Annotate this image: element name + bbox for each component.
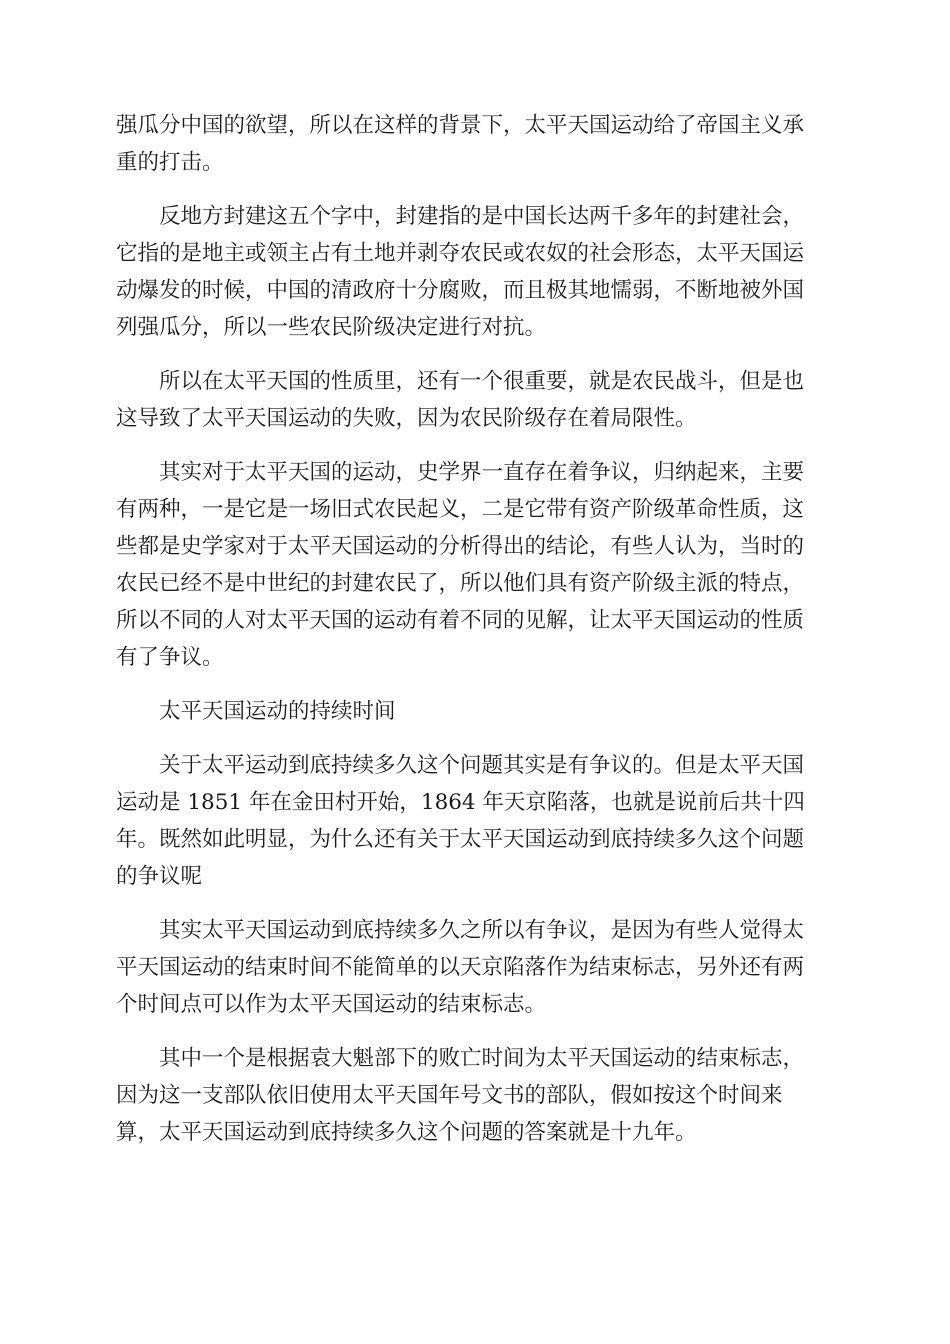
paragraph-7 (116, 1040, 834, 1151)
paragraph-6 (116, 912, 834, 1023)
paragraph-5 (116, 747, 834, 895)
line: 因为这一支部队依旧使用太平天国年号文书的部队，假如按这个时间来 (116, 1083, 783, 1108)
paragraph-3 (116, 363, 834, 437)
line: 这导致了太平天国运动的失败，因为农民阶级存在着局限性。 (116, 406, 697, 431)
line: 列强瓜分，所以一些农民阶级决定进行对抗。 (116, 315, 547, 340)
line: 关于太平运动到底持续多久这个问题其实是有争议的。但是太平天国 (159, 753, 805, 778)
line: 的争议呢 (116, 864, 203, 889)
line: 个时间点可以作为太平天国运动的结束标志。 (116, 992, 547, 1017)
line: 所以在太平天国的性质里，还有一个很重要，就是农民战斗，但是也 (159, 369, 805, 394)
line: 有了争议。 (116, 645, 224, 670)
section-heading (116, 693, 834, 730)
paragraph-1 (116, 107, 834, 181)
line: 所以不同的人对太平天国的运动有着不同的见解，让太平天国运动的性质 (116, 608, 805, 633)
line: 其实太平天国运动到底持续多久之所以有争议，是因为有些人觉得太 (159, 918, 805, 943)
document-page (116, 107, 834, 1168)
line: 强瓜分中国的欲望，所以在这样的背景下，太平天国运动给了帝国主义承 (116, 113, 805, 138)
heading-text: 太平天国运动的持续时间 (159, 699, 396, 724)
line: 重的打击。 (116, 150, 224, 175)
line: 其中一个是根据袁大魁部下的败亡时间为太平天国运动的结束标志， (159, 1046, 805, 1071)
line: 年。既然如此明显，为什么还有关于太平天国运动到底持续多久这个问题 (116, 827, 805, 852)
line: 其实对于太平天国的运动，史学界一直存在着争议，归纳起来，主要 (159, 460, 805, 485)
line: 反地方封建这五个字中，封建指的是中国长达两千多年的封建社会， (159, 204, 805, 229)
line: 农民已经不是中世纪的封建农民了，所以他们具有资产阶级主派的特点， (116, 571, 805, 596)
line: 些都是史学家对于太平天国运动的分析得出的结论，有些人认为，当时的 (116, 534, 805, 559)
line: 有两种，一是它是一场旧式农民起义，二是它带有资产阶级革命性质，这 (116, 497, 805, 522)
line: 动爆发的时候，中国的清政府十分腐败，而且极其地懦弱，不断地被外国 (116, 278, 805, 303)
paragraph-4 (116, 454, 834, 676)
line: 平天国运动的结束时间不能简单的以天京陷落作为结束标志，另外还有两 (116, 955, 805, 980)
line: 算，太平天国运动到底持续多久这个问题的答案就是十九年。 (116, 1120, 697, 1145)
line: 运动是 1851 年在金田村开始，1864 年天京陷落，也就是说前后共十四 (116, 790, 805, 815)
paragraph-2 (116, 198, 834, 346)
line: 它指的是地主或领主占有土地并剥夺农民或农奴的社会形态，太平天国运 (116, 241, 805, 266)
